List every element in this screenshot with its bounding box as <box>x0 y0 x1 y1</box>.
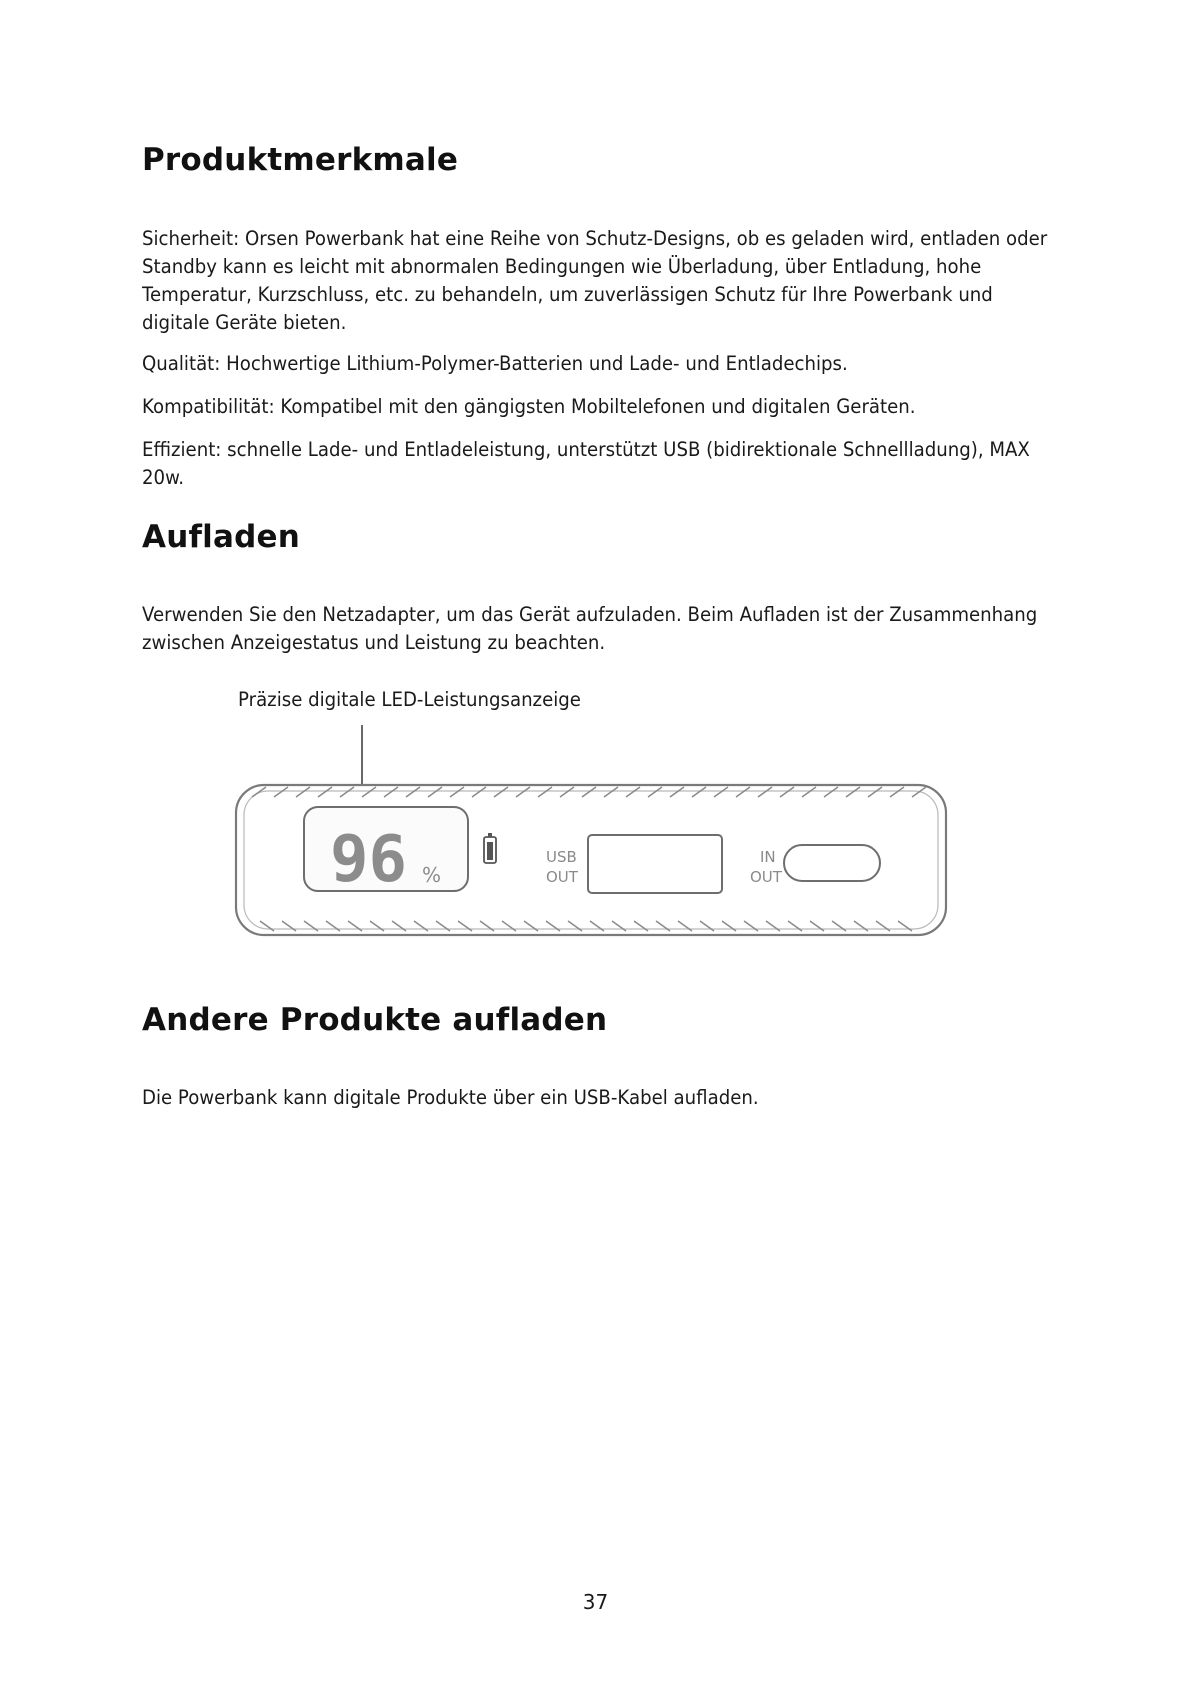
paragraph-compatibility: Kompatibilität: Kompatibel mit den gängigsten Mobiltelefonen und digitalen Geräten. <box>142 395 916 418</box>
heading-charging: Aufladen <box>142 519 300 555</box>
figure-caption: Präzise digitale LED-Leistungsanzeige <box>238 688 581 711</box>
paragraph-efficiency: Effizient: schnelle Lade- und Entladeleistung, unterstützt USB (bidirektionale Schnellladung), MAX 20w. <box>142 438 1030 489</box>
paragraph-charging: Verwenden Sie den Netzadapter, um das Gerät aufzuladen. Beim Aufladen ist der Zusammenhang zwischen Anzeigestatus und Leistung zu beachten. <box>142 603 1038 654</box>
usb-a-port <box>588 835 722 893</box>
heading-features: Produktmerkmale <box>142 142 459 178</box>
page-number: 37 <box>582 1590 609 1614</box>
led-display-value: 96 <box>330 823 408 897</box>
usb-c-port <box>784 845 880 881</box>
led-display-unit: % <box>422 863 442 887</box>
usb-label-line2: OUT <box>546 868 578 886</box>
paragraph-safety: Sicherheit: Orsen Powerbank hat eine Reihe von Schutz-Designs, ob es geladen wird, entladen oder Standby kann es leicht mit abnormalen Bedingungen wie Überladung, über Entladung, hohe Temperatur, Kurzschluss, etc. zu behandeln, um zuverlässigen Schutz für Ihre Powerbank und digitale Geräte bieten. <box>142 227 1048 334</box>
paragraph-other-products: Die Powerbank kann digitale Produkte über ein USB-Kabel aufladen. <box>142 1086 759 1109</box>
powerbank-figure <box>230 725 950 945</box>
usb-label-line1: USB <box>546 848 577 866</box>
heading-other-products: Andere Produkte aufladen <box>142 1002 608 1038</box>
paragraph-quality: Qualität: Hochwertige Lithium-Polymer-Batterien und Lade- und Entladechips. <box>142 352 848 375</box>
in-label-line2: OUT <box>750 868 782 886</box>
in-label-line1: IN <box>760 848 776 866</box>
powerbank-illustration <box>230 725 950 945</box>
